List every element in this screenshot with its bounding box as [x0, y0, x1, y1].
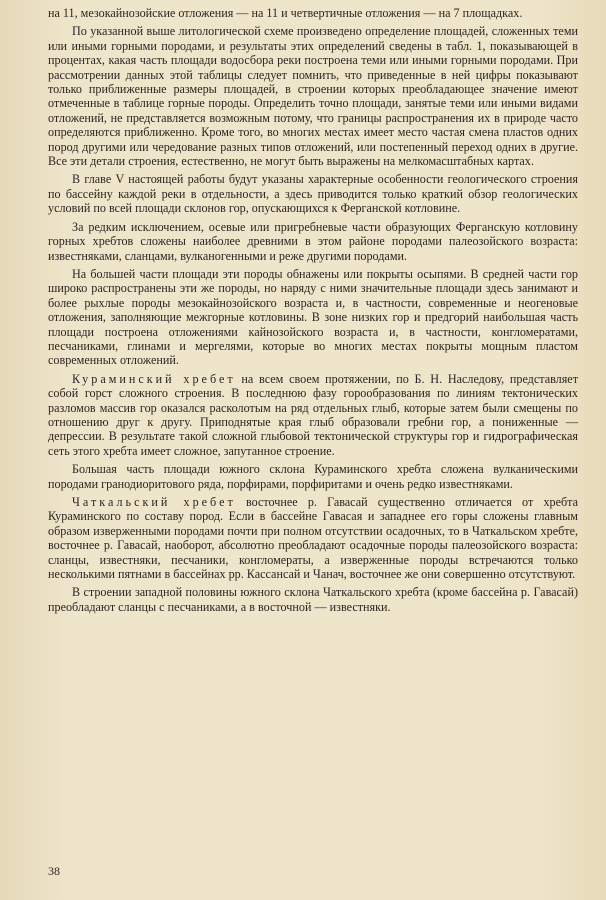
kuramin-heading: Кураминский хребет	[72, 371, 236, 386]
chatkal-text: восточнее р. Гавасай существенно отличается от хребта Кураминского по составу пород. Если в бассейне Гавасая и западнее его горы сложены главным образом изверженными породами почти при полном отсутствии осадочных, то в Чаткальском хребте, восточнее р. Гавасай, наоборот, абсолютно преобладают осадочные породы палеозойского возраста: сланцы, известняки, песчаники, конгломераты, а изверженные породы встречаются только несколькими пятнами в бассейнах рр. Кассансай и Чанач, восточнее же они совершенно отсутствуют.	[48, 495, 578, 582]
page-number: 38	[48, 864, 60, 878]
kuramin-text: на всем своем протяжении, по Б. Н. Наследову, представляет собой горст сложного строения. В последнюю фазу горообразования по линиям тектонических разломов массив гор оказался расколотым на ряд отдельных глыб, которые затем были смещены по отношению друг к другу. Приподнятые края глыб образовали гребни гор, а пониженные — депрессии. В результате такой сложной глыбовой тектонической структуры гор и гидрографическая сеть этого хребта имеет сложное, запутанное строение.	[48, 371, 578, 458]
paragraph-5: На большей части площади эти породы обнажены или покрыты осыпями. В средней части гор широко распространены эти же породы, но наряду с ними значительные площади здесь занимают и более рыхлые породы мезокайнозойского возраста и, в частности, современные и неогеновые отложения, заполняющие межгорные котловины. В зоне низких гор и предгорий наибольшая часть площади построена отложениями кайнозойского возраста и, в частности, конгломератами, песчаниками, глинами и мергелями, которые во многих местах покрыты мощным пластом современных отложений.	[48, 266, 578, 368]
paragraph-3: В главе V настоящей работы будут указаны характерные особенности геологического строения по бассейну каждой реки в отдельности, а здесь приводится только краткий обзор геологических условий по всей площади склонов гор, опускающихся к Ферганской котловине.	[48, 172, 578, 216]
paragraph-2: По указанной выше литологической схеме произведено определение площадей, сложенных теми или иными горными породами, и результаты этих определений сведены в табл. 1, показывающей в процентах, какая часть площади водосбора реки построена теми или иными горными породами. При рассмотрении данных этой таблицы следует помнить, что приведенные в ней цифры показывают только приближенные размеры площадей, в строении которых преобладающее значение имеют отмеченные в таблице горные породы. Определить точно площади, занятые теми или иными видами отложений, не представляется возможным потому, что границы распространения их в природе часто определяются приближенно. Кроме того, во многих местах имеет место частая смена пластов одних пород другими или чередование разных типов отложений, или постепенный переход одних в другие. Все эти детали строения, естественно, не могут быть выражены на мелкомасштабных картах.	[48, 24, 578, 169]
chatkal-heading: Чаткальский хребет	[72, 495, 236, 509]
paragraph-1: на 11, мезокайнозойские отложения — на 11 и четвертичные отложения — на 7 площадках.	[48, 6, 523, 20]
paragraph-chatkal	[48, 495, 578, 581]
paragraph-4: За редким исключением, осевые или пригребневые части образующих Ферганскую котловину горных хребтов сложены наиболее древними в этом районе породами палеозойского возраста: известняками, сланцами, вулканогенными и реже другими породами.	[48, 219, 578, 263]
page-body	[48, 6, 578, 614]
paragraph-kuramin	[48, 372, 578, 458]
paragraph-kuramin-south: Большая часть площади южного склона Кураминского хребта сложена вулканическими породами гранодиоритового ряда, порфирами, порфиритами и очень редко известняками.	[48, 462, 578, 491]
paragraph-chatkal-west: В строении западной половины южного склона Чаткальского хребта (кроме бассейна р. Гавасай) преобладают сланцы с песчаниками, а в восточной — известняки.	[48, 585, 578, 614]
